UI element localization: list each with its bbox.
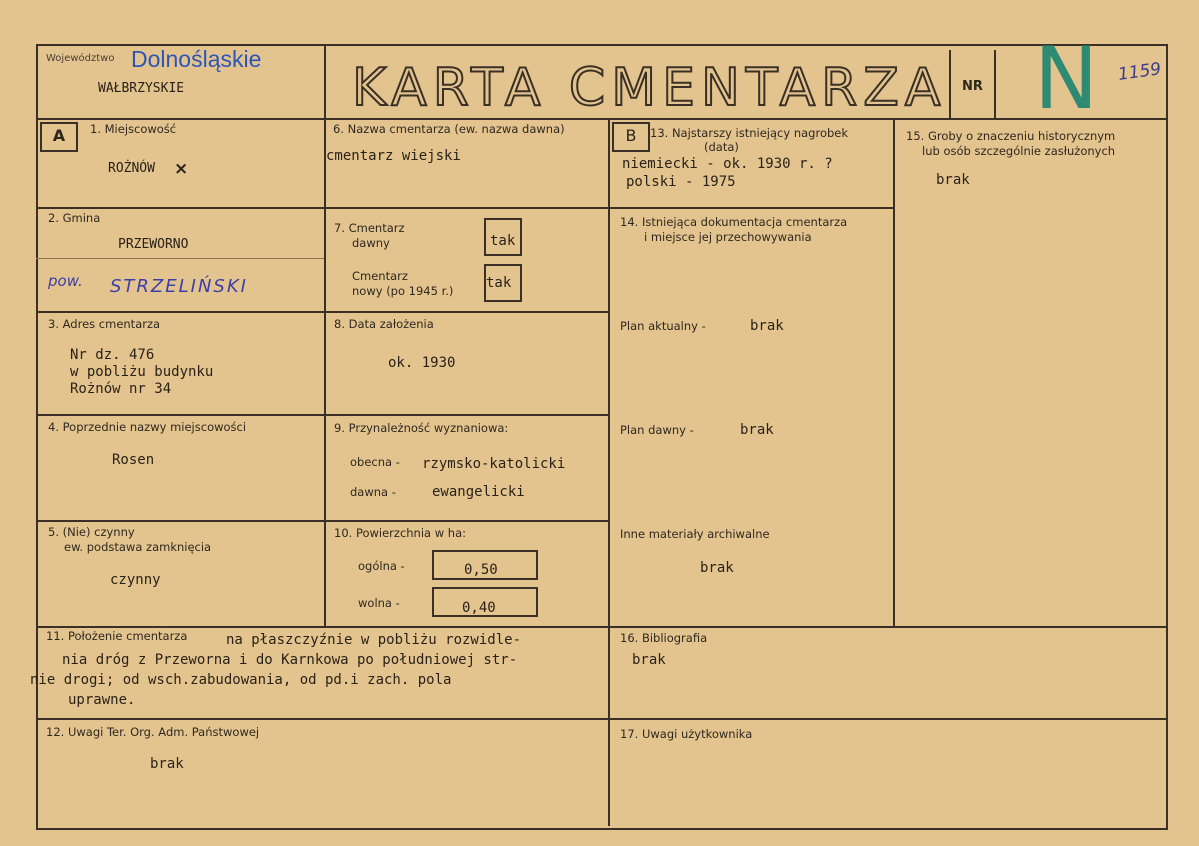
wojewodztwo-label: Województwo [46, 53, 115, 64]
field-7-old-label: dawny [352, 236, 390, 250]
field-7-label: 7. Cmentarz [334, 221, 405, 235]
field-5-value: czynny [110, 572, 161, 588]
field-16-value: brak [632, 652, 666, 668]
location-line-2: nia dróg z Przeworna i do Karnkowa po południowej str- [62, 652, 518, 668]
field-3-label: 3. Adres cmentarza [48, 317, 161, 331]
area-free-value: 0,40 [462, 600, 496, 616]
field-4-label: 4. Poprzednie nazwy miejscowości [48, 420, 247, 434]
header-divider [36, 118, 1166, 120]
plan-current-label: Plan aktualny - [620, 319, 706, 333]
divider [36, 718, 1166, 720]
field-8-value: ok. 1930 [388, 355, 456, 371]
divider-thin [36, 258, 326, 259]
old-cemetery-value: tak [490, 233, 516, 249]
card-border [36, 44, 1168, 830]
address-line-2: w pobliżu budynku [70, 364, 214, 380]
field-13-label: 13. Najstarszy istniejący nagrobek [650, 126, 849, 140]
plan-old-value: brak [740, 422, 774, 438]
field-7-new-sublabel: nowy (po 1945 r.) [352, 284, 454, 298]
field-6-value: cmentarz wiejski [326, 148, 461, 164]
denomination-former-value: ewangelicki [432, 484, 525, 500]
section-b-box: B [612, 122, 650, 152]
oldest-grave-line-2: polski - 1975 [626, 174, 736, 190]
divider [36, 207, 610, 209]
field-14-label: 14. Istniejąca dokumentacja cmentarza [620, 215, 848, 229]
region-name: WAŁBRZYSKIE [98, 81, 185, 96]
field-10-label: 10. Powierzchnia w ha: [334, 526, 467, 540]
new-cemetery-value: tak [486, 275, 512, 291]
divider-v [949, 50, 951, 118]
denomination-current-label: obecna - [350, 455, 400, 469]
field-12-label: 12. Uwagi Ter. Org. Adm. Państwowej [46, 725, 260, 739]
field-5-sublabel: ew. podstawa zamknięcia [64, 540, 212, 554]
pow-value: STRZELIŃSKI [110, 276, 248, 297]
denomination-current-value: rzymsko-katolicki [422, 456, 566, 472]
oldest-grave-line-1: niemiecki - ok. 1930 r. ? [622, 156, 833, 172]
location-line-3: nie drogi; od wsch.zabudowania, od pd.i zach. pola [30, 672, 452, 688]
field-1-label: 1. Miejscowość [90, 122, 177, 136]
field-11-label: 11. Położenie cmentarza [46, 629, 188, 643]
field-1-value: ROŻNÓW [108, 161, 155, 176]
plan-current-value: brak [750, 318, 784, 334]
divider [36, 414, 610, 416]
field-2-label: 2. Gmina [48, 211, 101, 225]
archival-materials-label: Inne materiały archiwalne [620, 527, 770, 541]
pow-label: pow. [48, 272, 83, 290]
denomination-former-label: dawna - [350, 485, 396, 499]
address-line-3: Rożnów nr 34 [70, 381, 172, 397]
divider [36, 311, 610, 313]
field-4-value: Rosen [112, 452, 155, 468]
wojewodztwo-stamp: Dolnośląskie [131, 46, 262, 72]
divider [36, 626, 1166, 628]
field-14-sublabel: i miejsce jej przechowywania [644, 230, 812, 244]
field-17-label: 17. Uwagi użytkownika [620, 727, 753, 741]
plan-old-label: Plan dawny - [620, 423, 694, 437]
field-6-label: 6. Nazwa cmentarza (ew. nazwa dawna) [333, 122, 565, 136]
area-total-value: 0,50 [464, 562, 498, 578]
nr-label: NR [962, 79, 983, 94]
divider-v [893, 118, 895, 626]
location-line-4: uprawne. [68, 692, 136, 708]
field-16-label: 16. Bibliografia [620, 631, 708, 645]
section-a-box: A [40, 122, 78, 152]
field-8-label: 8. Data założenia [334, 317, 434, 331]
card-title: KARTA CMENTARZA [352, 58, 947, 118]
divider-v [324, 44, 326, 626]
area-total-label: ogólna - [358, 559, 405, 573]
field-12-value: brak [150, 756, 184, 772]
divider [36, 520, 610, 522]
field-9-label: 9. Przynależność wyznaniowa: [334, 421, 509, 435]
nr-letter: N [1034, 29, 1099, 129]
divider-v [994, 50, 996, 118]
divider [610, 207, 894, 209]
archival-materials-value: brak [700, 560, 734, 576]
strikethrough-mark: × [174, 159, 189, 179]
area-free-label: wolna - [358, 596, 400, 610]
location-line-1: na płaszczyźnie w pobliżu rozwidle- [226, 632, 522, 648]
divider-v [608, 118, 610, 826]
field-15-value: brak [936, 172, 970, 188]
field-13-sublabel: (data) [704, 140, 739, 154]
field-7-new-label: Cmentarz [352, 269, 408, 283]
field-2-value: PRZEWORNO [118, 237, 189, 252]
address-line-1: Nr dz. 476 [70, 347, 155, 363]
nr-number: 1159 [1116, 59, 1163, 85]
field-5-label: 5. (Nie) czynny [48, 525, 135, 539]
field-15-label: 15. Groby o znaczeniu historycznym [906, 129, 1116, 143]
field-15-sublabel: lub osób szczególnie zasłużonych [922, 144, 1116, 158]
